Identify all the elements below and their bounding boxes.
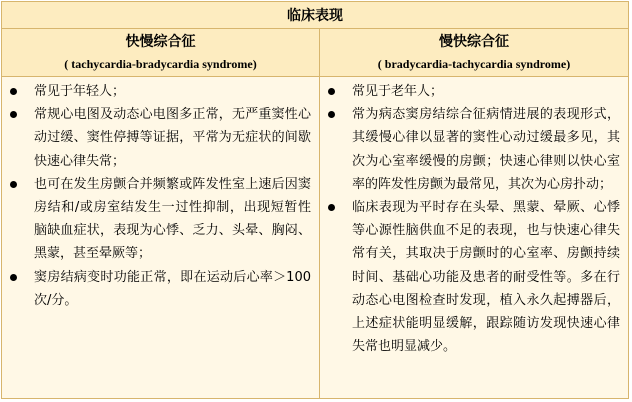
bullet-icon: [328, 111, 335, 118]
list-item: [320, 103, 628, 196]
bullet-icon: [10, 88, 17, 95]
bullet-icon: [10, 274, 17, 281]
list-item-text: 常见于年轻人；: [34, 84, 126, 99]
list-item: [320, 196, 628, 358]
header-tachy-brady-en: ( tachycardia-bradycardia syndrome): [64, 57, 257, 71]
header-brady-tachy: [320, 29, 628, 77]
list-item-text: 常为病态窦房结综合征病情进展的表现形式，其缓慢心律以显著的窦性心动过缓最多见，其次为心室率缓慢的房颤；快速心律则以快心室率的阵发性房颤为最常见，其次为心房扑动；: [352, 107, 620, 192]
list-item-text: 临床表现为平时存在头晕、黑蒙、晕厥、心悸等心源性脑供血不足的表现，也与快速心律失常有关，其取决于房颤时的心室率、房颤持续时间、基础心功能及患者的耐受性等。多在行动态心电图检查时发现，植入永久起搏器后，上述症状能明显缓解，跟踪随访发现快速心律失常也明显减少。: [352, 200, 620, 355]
bullet-icon: [10, 111, 17, 118]
list-item: [2, 266, 319, 312]
comparison-table: [1, 1, 629, 399]
header-tachy-brady-cn: 快慢综合征: [125, 34, 196, 50]
list-item: [2, 173, 319, 266]
list-item-text: 也可在发生房颤合并频繁或阵发性室上速后因窦房结和/或房室结发生一过性抑制，出现短暂性脑缺血症状，表现为心悸、乏力、头晕、胸闷、黑蒙，甚至晕厥等；: [34, 176, 311, 262]
bullet-icon: [10, 181, 17, 188]
list-item-text: 窦房结病变时功能正常，即在运动后心率＞100 次/分。: [34, 269, 311, 308]
list-item-text: 常规心电图及动态心电图多正常，无严重窦性心动过缓、窦性停搏等证据，平常为无症状的间歇快速心律失常；: [34, 107, 311, 169]
column-brady-tachy: [320, 77, 628, 398]
list-item: [2, 103, 319, 173]
header-brady-tachy-en: ( bradycardia-tachycardia syndrome): [377, 57, 571, 71]
bullet-icon: [328, 88, 335, 95]
column-tachy-brady: [2, 77, 320, 398]
table-title: 临床表现: [2, 2, 628, 29]
list-item: [2, 80, 319, 103]
header-brady-tachy-cn: 慢快综合征: [439, 34, 509, 50]
header-tachy-brady: [2, 29, 320, 77]
list-item: [320, 80, 628, 103]
list-item-text: 常见于老年人；: [352, 84, 444, 99]
bullet-icon: [328, 204, 335, 211]
